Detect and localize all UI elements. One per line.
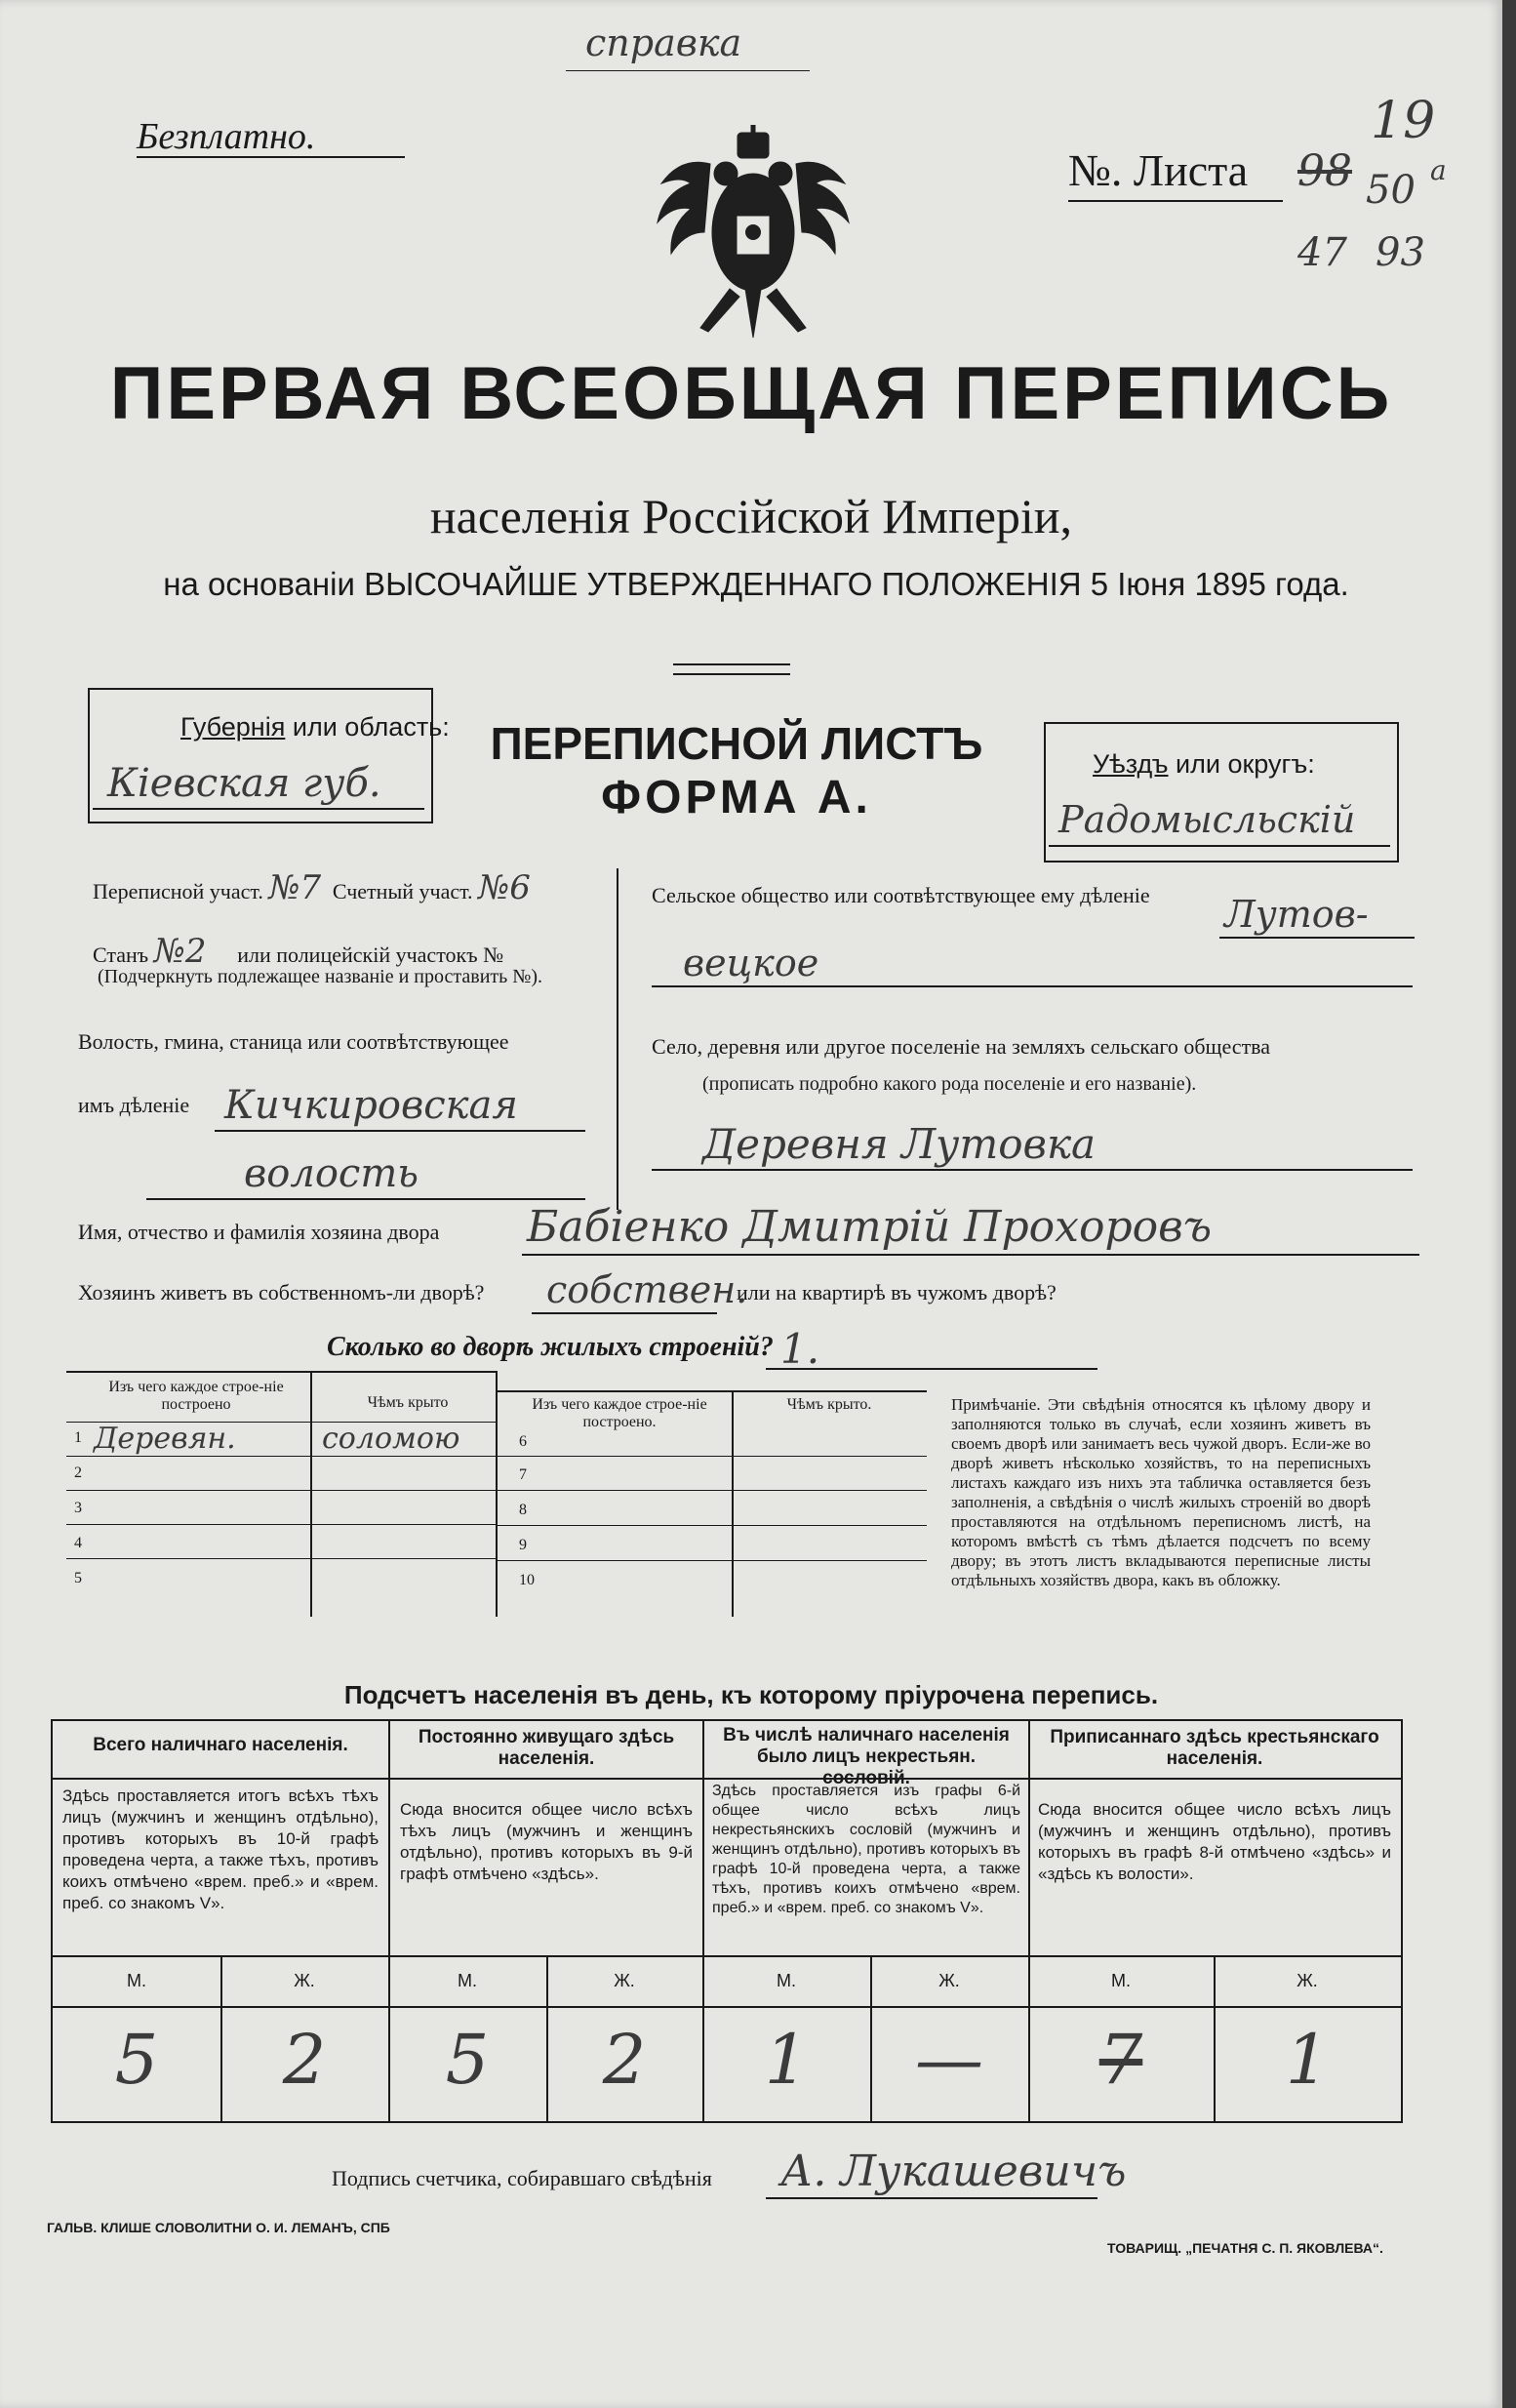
uezd-value: Радомысльскiй — [1058, 798, 1356, 841]
count-col-3-m: 1 — [764, 2020, 809, 2100]
owner-name-value: Бабіенко Дмитрій Прохоровъ — [527, 1202, 1213, 1252]
volost-label-1: Волость, гмина, станица или соотвѣтствующее — [78, 1029, 509, 1054]
buildings-count-label: Сколько во дворѣ жилыхъ строеній? — [327, 1332, 774, 1362]
row-rule — [498, 1490, 927, 1491]
village-label-1: Село, деревня или другое поселеніе на земляхъ сельскаго общества — [652, 1034, 1271, 1059]
gubernia-label-1: Губернія — [180, 712, 286, 742]
count-col-3-m-label: М. — [777, 1971, 796, 1990]
own-yard-underline — [532, 1312, 717, 1314]
footer-right: ТОВАРИЩ. „ПЕЧАТНЯ С. П. ЯКОВЛЕВА“. — [1107, 2240, 1383, 2256]
volost-underline-2 — [146, 1198, 585, 1200]
row-rule — [66, 1456, 496, 1457]
col-roof-right-header: Чѣмъ крыто. — [786, 1396, 872, 1413]
top-note: справка — [585, 21, 742, 64]
schet-label: Счетный участ. — [332, 879, 473, 903]
volost-underline-1 — [215, 1130, 585, 1132]
count-col-4-m: 7 — [1098, 2020, 1143, 2100]
signature-value: А. Лукашевичъ — [780, 2147, 1127, 2196]
row-1-num: 1 — [74, 1429, 82, 1446]
volost-value-1: Кичкировская — [224, 1083, 518, 1128]
buildings-table-left — [66, 1371, 498, 1617]
volost-value-2: волость — [244, 1151, 419, 1196]
count-col-4-head: Приписаннаго здѣсь крестьянскаго населенія. — [1050, 1727, 1379, 1769]
count-col-1-desc: Здѣсь проставляется итогъ всѣхъ тѣхъ лицъ (мужчинъ и женщинъ отдѣльно), противъ которыхъ въ 10-й графѣ проведена черта, а также тѣхъ, противъ коихъ отмѣчено «врем. преб.» и «врем. преб. со знакомъ V». — [62, 1786, 379, 1912]
gubernia-underline — [93, 808, 424, 810]
form-title: ПЕРЕПИСНОЙ ЛИСТЪ — [490, 718, 983, 769]
sheet-hw-new: 50 — [1366, 168, 1416, 213]
buildings-count-underline — [766, 1368, 1097, 1370]
uchast-label: Переписной участ. — [93, 879, 263, 903]
owner-name-label: Имя, отчество и фамилія хозяина двора — [78, 1220, 440, 1244]
desc-rule — [53, 1955, 1401, 1957]
row-9-num: 9 — [519, 1537, 527, 1553]
count-col-1-m-label: М. — [127, 1971, 146, 1990]
top-note-underline — [566, 70, 810, 71]
society-value-1: Лутов- — [1224, 893, 1369, 936]
col-built-right-header: Изъ чего каждое строе-ніе построено. — [532, 1396, 707, 1430]
sheet-hw-b: 93 — [1376, 230, 1425, 275]
count-col-3-desc: Здѣсь проставляется изъ графы 6-й общее число всѣхъ лицъ некрестьянскихъ сословій (мужчинъ и женщинъ отдѣльно), противъ которыхъ въ графѣ 10-й проведена черта, а также тѣхъ, противъ коихъ отмѣчено «врем. преб.» и «врем. преб. со знакомъ V». — [712, 1783, 1020, 1916]
owner-name-underline — [522, 1254, 1419, 1256]
sheet-hw-old: 98 — [1297, 146, 1352, 196]
row-rule — [66, 1558, 496, 1559]
stan-label: Станъ — [93, 943, 149, 967]
precinct-note: (Подчеркнуть подлежащее названіе и проставить №). — [98, 966, 542, 987]
row-8-num: 8 — [519, 1502, 527, 1518]
police-label: или полицейскій участокъ № — [237, 943, 504, 967]
row-2-num: 2 — [74, 1465, 82, 1481]
row-5-num: 5 — [74, 1570, 82, 1586]
sheet-hw-top: 19 — [1371, 92, 1436, 150]
own-yard-label: Хозяинъ живетъ въ собственномъ-ли дворѣ? — [78, 1280, 485, 1304]
count-col-2-m-label: М. — [458, 1971, 477, 1990]
row-rule — [498, 1560, 927, 1561]
row-4-num: 4 — [74, 1535, 82, 1551]
remark-text: Примѣчаніе. Эти свѣдѣнія относятся къ цѣлому двору и заполняются только въ случаѣ, если хозяинъ живетъ въ своемъ дворѣ или занимаетъ весь чужой дворъ. Если-же во дворѣ живетъ нѣсколько хозяйствъ, то на переписныхъ листахъ каждаго изъ нихъ эта табличка оставляется безъ заполненія, а свѣдѣнія о числѣ жилыхъ строеній во дворѣ проставляются на отдѣльномъ переписномъ листѣ, на которомъ вмѣстѣ съ тѣмъ дѣлается подсчетъ по всему двору; въ этотъ листъ вкладываются переписные листы отдѣльныхъ хозяйствъ двора, какъ въ обложку. — [951, 1395, 1371, 1589]
center-divider — [617, 868, 618, 1210]
row-1-roof: соломою — [322, 1422, 460, 1456]
free-underline — [137, 156, 405, 158]
footer-left: ГАЛЬВ. КЛИШЕ СЛОВОЛИТНИ О. И. ЛЕМАНЪ, СПБ — [47, 2220, 390, 2235]
society-underline-2 — [652, 985, 1413, 987]
count-col-2-m: 5 — [445, 2020, 490, 2100]
ornament-divider — [673, 663, 790, 675]
village-label-2: (прописать подробно какого рода поселеніе и его названіе). — [702, 1073, 1197, 1095]
gubernia-value: Кiевская губ. — [107, 761, 381, 806]
row-7-num: 7 — [519, 1466, 527, 1483]
count-col-4-f-label: Ж. — [1297, 1971, 1318, 1990]
row-6-num: 6 — [519, 1433, 527, 1450]
count-col-4-f: 1 — [1285, 2020, 1330, 2100]
count-col-2-f-label: Ж. — [614, 1971, 635, 1990]
sheet-underline — [1068, 200, 1283, 202]
stan-row — [93, 932, 503, 971]
row-rule — [498, 1456, 927, 1457]
village-underline — [652, 1169, 1413, 1171]
count-col-3-f-label: Ж. — [938, 1971, 960, 1990]
volost-label-2: имъ дѣленіе — [78, 1093, 190, 1117]
own-yard-value: собствен. — [546, 1268, 748, 1311]
society-underline-1 — [1219, 937, 1415, 939]
precinct-row — [93, 868, 531, 907]
uchast-value: №7 — [268, 868, 322, 907]
count-col-4-desc: Сюда вносится общее число всѣхъ лицъ (мужчинъ и женщинъ отдѣльно), противъ которыхъ въ графѣ 8-й отмѣчено «здѣсь» и «здѣсь къ волости». — [1038, 1800, 1391, 1883]
gubernia-label-2: или область: — [292, 712, 450, 742]
count-col-3-head: Въ числѣ наличнаго населенія было лицъ некрестьян. сословій. — [723, 1725, 1010, 1788]
double-headed-eagle-icon — [652, 125, 855, 355]
count-col-1-f-label: Ж. — [294, 1971, 315, 1990]
buildings-table — [66, 1371, 925, 1615]
col-built-header: Изъ чего каждое строе-ніе построено — [108, 1379, 284, 1413]
page-subtitle: населенія Россійской Имперіи, — [429, 489, 1073, 543]
signature-underline — [766, 2197, 1097, 2199]
stan-value: №2 — [153, 932, 207, 971]
society-value-2: вецкое — [683, 942, 819, 984]
count-col-1-head: Всего наличнаго населенія. — [93, 1735, 348, 1755]
uezd-box — [1044, 722, 1399, 863]
count-col-1-f: 2 — [282, 2020, 327, 2100]
society-label: Сельское общество или соотвѣтствующее ему дѣленіе — [652, 883, 1150, 907]
row-1-built: Деревян. — [94, 1422, 236, 1456]
col-roof-header: Чѣмъ крыто — [367, 1394, 449, 1411]
row-10-num: 10 — [519, 1572, 535, 1588]
row-rule — [66, 1524, 496, 1525]
uezd-underline — [1049, 845, 1390, 847]
count-col-2-head: Постоянно живущаго здѣсь населенія. — [418, 1727, 675, 1769]
count-col-4-m-label: М. — [1111, 1971, 1131, 1990]
sheet-label: №. Листа — [1068, 145, 1249, 195]
row-3-num: 3 — [74, 1500, 82, 1516]
count-title: Подсчетъ населенія въ день, къ которому пріурочена перепись. — [343, 1680, 1159, 1709]
count-table — [51, 1719, 1403, 2123]
form-letter: ФОРМА А. — [601, 772, 872, 823]
free-label: Безплатно. — [137, 116, 316, 157]
schet-value: №6 — [478, 868, 531, 907]
sheet-hw-a: 47 — [1297, 230, 1347, 275]
sheet-hw-suffix: а — [1430, 154, 1447, 186]
buildings-table-right — [496, 1390, 927, 1617]
buildings-count-value: 1. — [780, 1325, 820, 1373]
count-col-1-m: 5 — [114, 2020, 159, 2100]
count-col-3-f: — — [915, 2020, 983, 2100]
page-title: ПЕРВАЯ ВСЕОБЩАЯ ПЕРЕПИСЬ — [109, 352, 1393, 435]
row-rule — [498, 1525, 927, 1526]
col-divider — [310, 1373, 312, 1617]
row-rule — [66, 1490, 496, 1491]
count-col-2-desc: Сюда вносится общее число всѣхъ тѣхъ лицъ (мужчинъ и женщинъ отдѣльно), противъ которыхъ въ 9-й графѣ отмѣчено «здѣсь». — [400, 1800, 693, 1883]
basis-line: на основаніи ВЫСОЧАЙШЕ УТВЕРЖДЕННАГО ПОЛОЖЕНІЯ 5 Іюня 1895 года. — [163, 566, 1349, 602]
uezd-label-1: Уѣздъ — [1093, 749, 1169, 779]
count-col-2-f: 2 — [602, 2020, 647, 2100]
gubernia-label — [180, 712, 450, 742]
page-edge — [1502, 0, 1516, 2408]
signature-label: Подпись счетчика, собиравшаго свѣдѣнія — [332, 2166, 712, 2190]
uezd-label-2: или округъ: — [1176, 749, 1315, 779]
village-value: Деревня Лутовка — [702, 1120, 1097, 1168]
uezd-label — [1093, 749, 1315, 780]
mf-rule — [53, 2006, 1401, 2008]
col-divider — [732, 1392, 734, 1617]
rent-yard-label: или на квартирѣ въ чужомъ дворѣ? — [737, 1280, 1057, 1304]
